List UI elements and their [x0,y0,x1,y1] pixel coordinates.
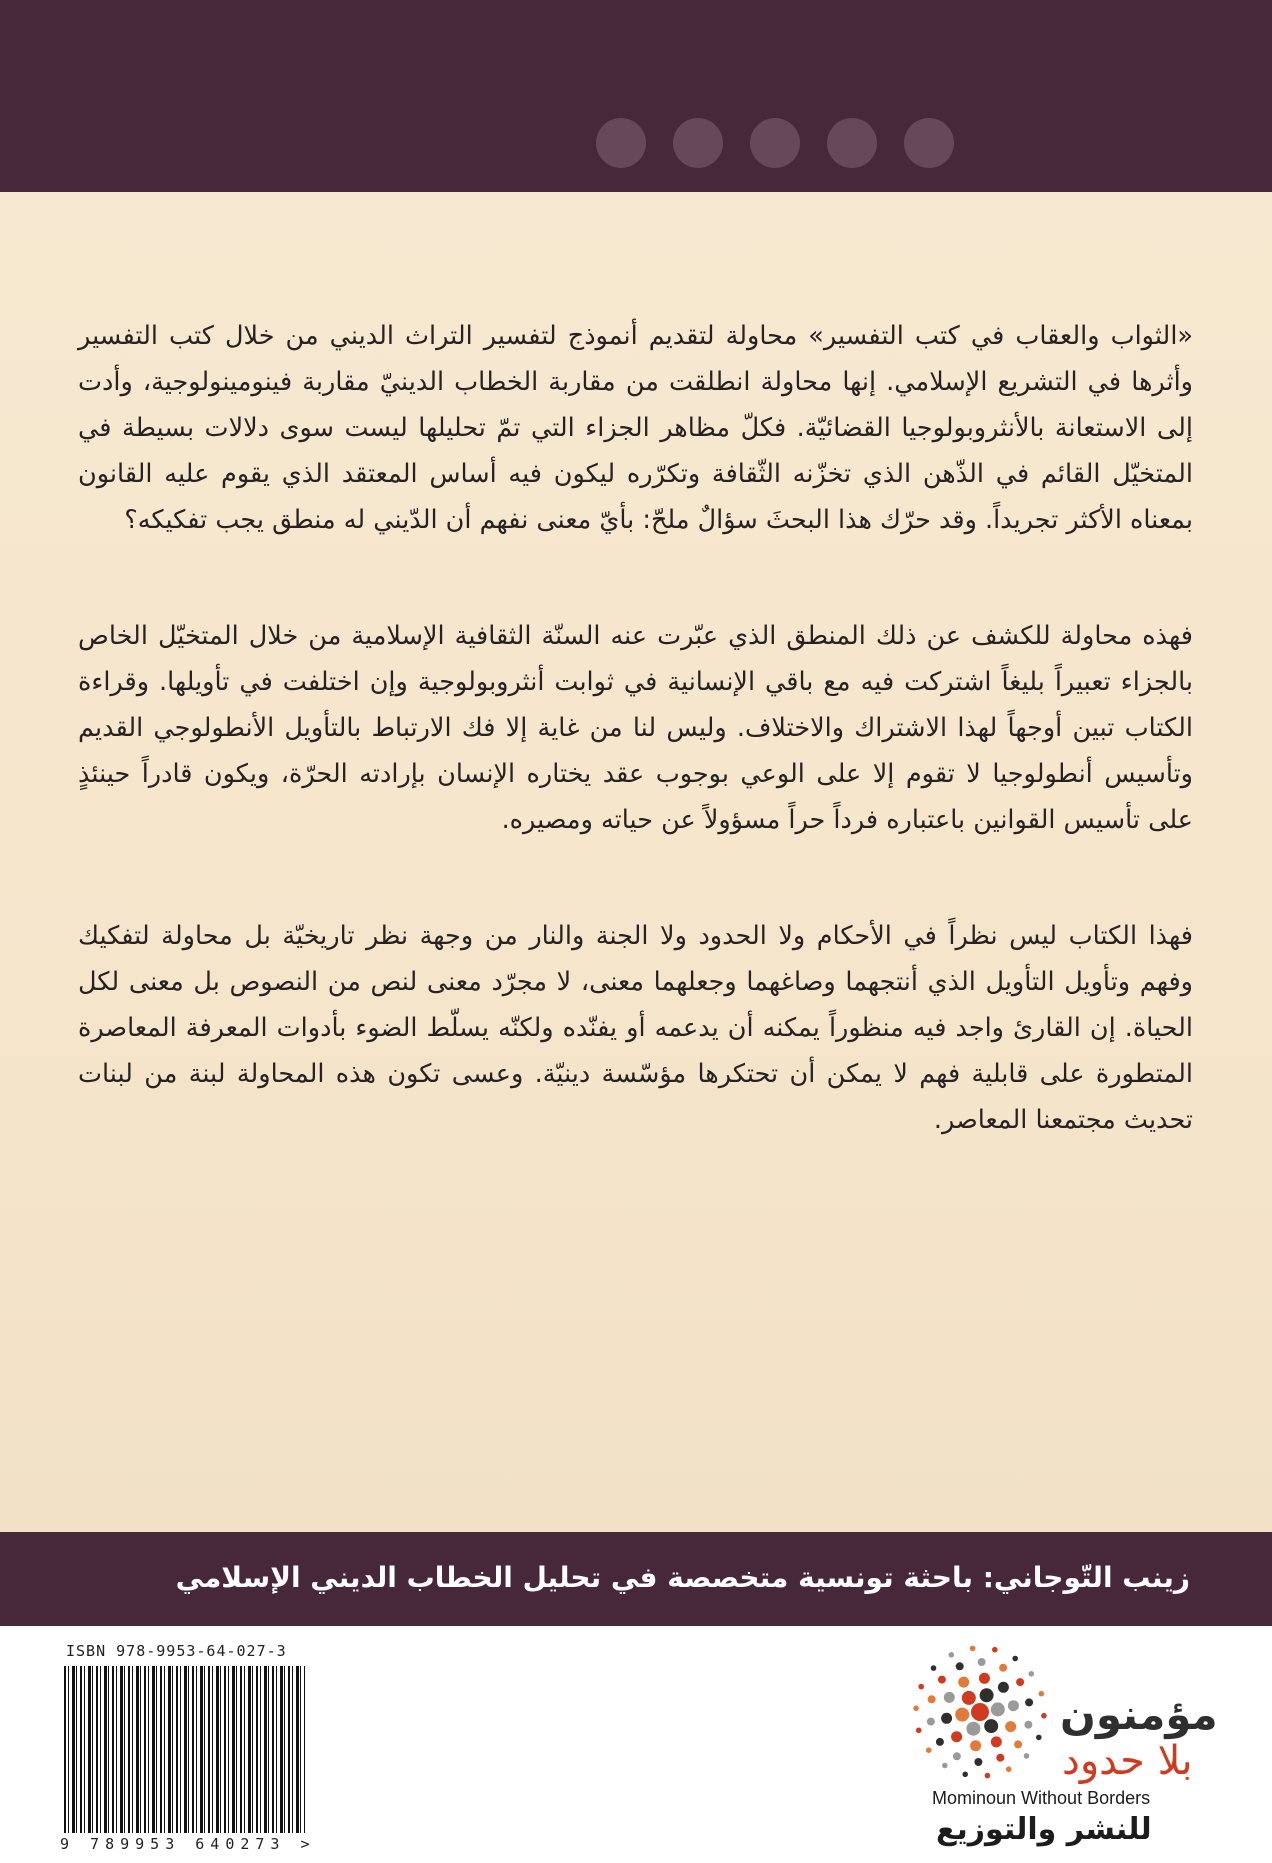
logo-dot [970,1646,976,1652]
logo-dot [1039,1691,1045,1697]
logo-dot [991,1736,1002,1747]
logo-dot [1024,1753,1030,1759]
description-paragraph: فهذا الكتاب ليس نظراً في الأحكام ولا الحدود ولا الجنة والنار من وجهة نظر تاريخيّة بل محاولة لتفكيك وفهم وتأويل التأويل الذي أنتجهما وصاغهما وجعلهما معنى، لا مجرّد معنى لنص من النصوص بل معنى لكل الحياة. إن القارئ واجد فيه منظوراً يمكنه أن يدعمه أو يفنّده ولكنّه يسلّط الضوء بأدوات المعرفة المعاصرة المتطورة على قابلية فهم لا يمكن أن تحتكرها مؤسّسة دينيّة. وعسى تكون هذه المحاولة لبنة من لبنات تحديث مجتمعنا المعاصر. [78,921,1193,1135]
logo-dot [979,1673,990,1684]
book-description [78,313,1193,1213]
logo-dot [1008,1700,1019,1711]
publisher-name-latin: Mominoun Without Borders [932,1788,1151,1808]
logo-dot [1036,1735,1042,1741]
logo-dot [938,1676,946,1684]
decorative-dot [596,118,646,168]
logo-dot [980,1688,994,1702]
logo-dot [962,1691,976,1705]
logo-dot [1041,1713,1047,1719]
logo-dot [931,1665,937,1671]
logo-dot [958,1677,969,1688]
logo-dot [1006,1766,1012,1772]
logo-dot [999,1664,1007,1672]
logo-dot [991,1702,1005,1716]
logo-dot [1012,1656,1018,1662]
logo-dot [971,1703,989,1721]
logo-dot [936,1738,944,1746]
logo-dot [951,1731,962,1742]
logo-dot [970,1740,981,1751]
logo-dot [962,1772,968,1778]
logo-dot [913,1706,919,1712]
logo-dot [944,1692,955,1703]
logo-dot [942,1763,948,1769]
decorative-dot [904,118,954,168]
logo-dot [984,1719,998,1733]
publisher-name-sub: بلا حدود [1062,1738,1193,1784]
ean-digits: 9 789953 640273 > [60,1835,316,1853]
description-paragraph: فهذه محاولة للكشف عن ذلك المنطق الذي عبّرت عنه السنّة الثقافية الإسلامية من خلال المتخيّل الخاص بالجزاء تعبيراً بليغاً اشتركت فيه مع باقي الإنسانية في ثوابت أنثروبولوجية وإن اختلفت في تأويلها. وقراءة الكتاب تبين أوجهاً لهذا الاشتراك والاختلاف. وليس لنا من غاية إلا فك الارتباط بالتأويل الأنطولوجي القديم وتأسيس أنطولوجيا لا تقوم إلا على الوعي بوجوب عقد يختاره الإنسان بإرادته الحرّة، ويكون قادراً حينئذٍ على تأسيس القوانين باعتباره فرداً حراً مسؤولاً عن حياته ومصيره. [78,621,1193,835]
logo-dot [998,1682,1009,1693]
logo-dot [927,1718,935,1726]
logo-dot [953,1752,961,1760]
logo-dot [1014,1740,1022,1748]
logo-dot [916,1728,922,1734]
decorative-dots [596,118,954,168]
author-bio: زينب التّوجاني: باحثة تونسية متخصصة في تحليل الخطاب الديني الإسلامي [175,1561,1190,1594]
logo-dot [1029,1671,1035,1677]
logo-dot [996,1754,1004,1762]
logo-dot [966,1722,980,1736]
publisher-logo-icon [910,1640,1050,1785]
logo-dot [1025,1698,1033,1706]
logo-dot [1005,1721,1016,1732]
logo-dot [974,1758,982,1766]
logo-dot [985,1773,991,1779]
publisher-tagline: للنشر والتوزيع [936,1812,1152,1847]
logo-dot [949,1652,955,1658]
isbn-label: ISBN 978-9953-64-027-3 [66,1642,287,1660]
decorative-dot [673,118,723,168]
logo-dot [955,1708,969,1722]
decorative-dot [750,118,800,168]
top-band [0,0,1272,192]
logo-dot [926,1747,932,1753]
logo-dot [1024,1721,1032,1729]
decorative-dot [827,118,877,168]
logo-dot [978,1658,986,1666]
logo-dot [1016,1678,1024,1686]
logo-dot [992,1647,998,1653]
logo-dot [941,1713,952,1724]
barcode-image [64,1666,305,1833]
publisher-name-arabic: مؤمنون [1060,1690,1218,1739]
logo-dot [928,1695,936,1703]
logo-dot [918,1684,924,1690]
description-paragraph: «الثواب والعقاب في كتب التفسير» محاولة لتقديم أنموذج لتفسير التراث الديني من خلال كتب التفسير وأثرها في التشريع الإسلامي. إنها محاولة انطلقت من مقاربة الخطاب الدينيّ مقاربة فينومينولوجية، وأدت إلى الاستعانة بالأنثروبولوجيا القضائيّة. فكلّ مظاهر الجزاء التي تمّ تحليلها ليست سوى دلالات بسيطة في المتخيّل القائم في الذّهن الذي تخزّنه الثّقافة وتكرّره ليكون فيه أساس المعتقد الذي يقوم عليه القانون بمعناه الأكثر تجريداً. وقد حرّك هذا البحثَ سؤالٌ ملحّ: بأيّ معنى نفهم أن الدّيني له منطق يجب تفكيكه؟ [78,321,1193,535]
logo-dot [956,1662,964,1670]
